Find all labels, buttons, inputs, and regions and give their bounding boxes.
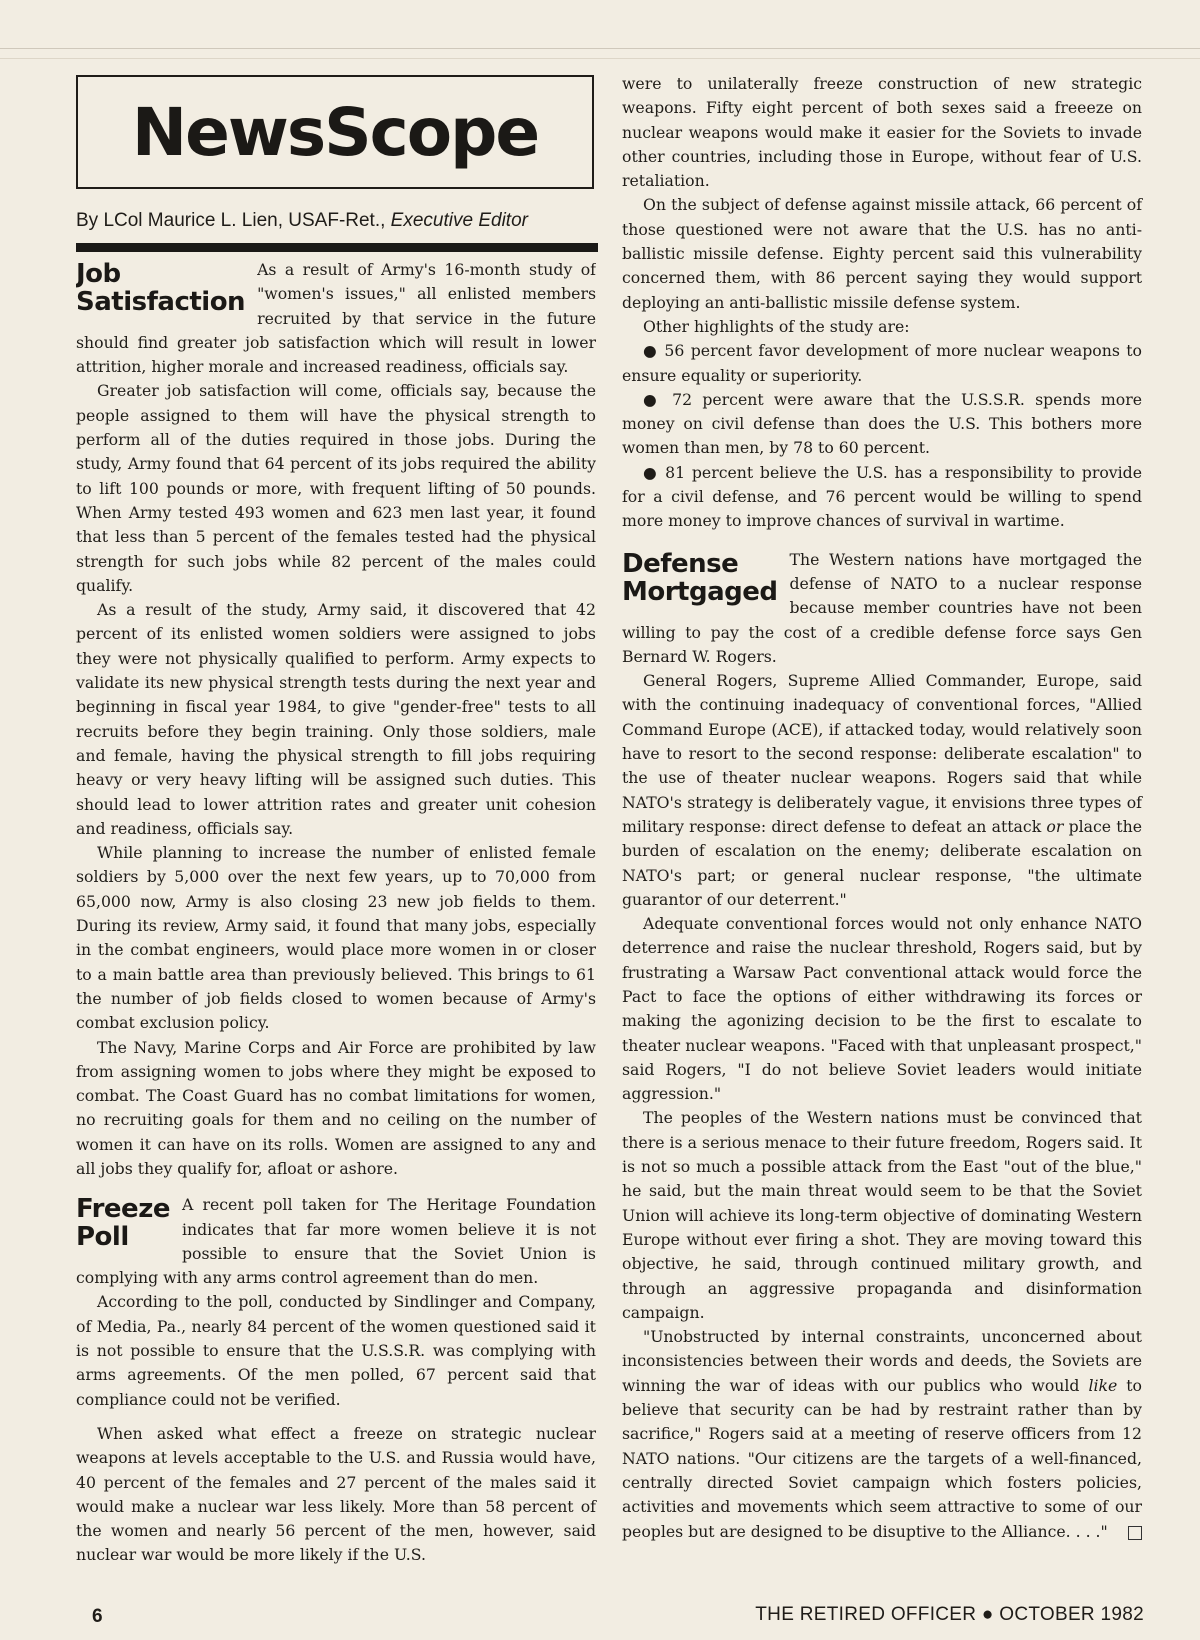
paragraph: A recent poll taken for The Heritage Foundation indicates that far more women believe it is not possible to ensure that the Soviet Union is complying with any arms control agreement than do men.	[76, 1195, 596, 1288]
paragraph: The Navy, Marine Corps and Air Force are prohibited by law from assigning women to jobs where they might be exposed to combat. The Coast Guard has no combat limitations for women, no recruiting goals for them and no ceiling on the number of women it can have on its rolls. Women are assigned to any and all jobs they qualify for, afloat or ashore.	[76, 1037, 596, 1178]
byline-role: Executive Editor	[390, 210, 528, 231]
paragraph: On the subject of defense against missile attack, 66 percent of those questioned were not aware that the U.S. has no anti-ballistic missile defense. Eighty percent said this vulnerability concerned them, with 86 percent saying they would support deploying an anti-ballistic missile defense system.	[622, 195, 1142, 312]
emphasis: or	[1046, 816, 1064, 836]
headline-freeze-poll	[76, 1195, 170, 1251]
text-run: "Unobstructed by internal constraints, unconcerned about inconsistencies between their words and deeds, the Soviets are winning the war of ideas with our publics who would	[622, 1327, 1142, 1395]
paragraph: Greater job satisfaction will come, officials say, because the people assigned to them will have the physical strength to perform all of the duties required in those jobs. During the study, Army found that 64 percent of its jobs required the ability to lift 100 pounds or more, with frequent lifting of 50 pounds. When Army tested 493 women and 623 men last year, it found that less than 5 percent of the females tested had the physical strength for such jobs while 82 percent of the males could qualify.	[76, 381, 596, 595]
article-defense-mortgaged	[622, 548, 1142, 669]
end-mark-icon	[1128, 1526, 1142, 1540]
headline-line-2: Satisfaction	[76, 287, 246, 317]
bullet-text: 56 percent favor development of more nuclear weapons to ensure equality or superiority.	[622, 341, 1142, 385]
paragraph: The Western nations have mortgaged the defense of NATO to a nuclear response because member countries have not been willing to pay the cost of a credible defense force says Gen Bernard W. Rogers.	[622, 549, 1142, 666]
top-rule-2	[0, 58, 1200, 59]
bullet-item: ● 81 percent believe the U.S. has a responsibility to provide for a civil defense, and 76 percent would be willing to spend more money to improve chances of survival in wartime.	[622, 462, 1142, 531]
article-freeze-poll	[76, 1193, 596, 1290]
left-column	[76, 258, 596, 1568]
paragraph: The peoples of the Western nations must be convinced that there is a serious menace to their future freedom, Rogers said. It is not so much a possible attack from the East "out of the blue," he said, but the main threat would seem to be that the Soviet Union will achieve its long-term objective of dominating Western Europe without ever firing a shot. They are moving toward this objective, he said, through continued military growth, and through an aggressive propaganda and disinformation campaign.	[622, 1108, 1142, 1322]
headline-line-2: Poll	[76, 1222, 129, 1253]
right-column	[622, 72, 1142, 1544]
headline-line-1: Freeze	[76, 1194, 170, 1225]
headline-line-1: Defense	[622, 548, 739, 579]
article-job-satisfaction	[76, 258, 596, 379]
bullet-item: ● 72 percent were aware that the U.S.S.R. spends more money on civil defense than does the U.S. This bothers more women than men, by 78 to 60 percent.	[622, 389, 1142, 458]
headline-line-1: Job	[76, 259, 121, 289]
paragraph: As a result of the study, Army said, it discovered that 42 percent of its enlisted women soldiers were assigned to jobs they were not physically qualified to perform. Army expects to validate its new physical strength tests during the next year and beginning in fiscal year 1984, to give "gender-free" tests to all recruits before they begin training. Only those soldiers, male and female, having the physical strength to fill jobs requiring heavy or very heavy lifting will be assigned such duties. This should lead to lower attrition rates and greater unit cohesion and readiness, officials say.	[76, 600, 596, 838]
byline	[76, 210, 596, 232]
byline-author: By LCol Maurice L. Lien, USAF-Ret.,	[76, 210, 391, 231]
page-number: 6	[92, 1606, 103, 1627]
headline-job-satisfaction	[76, 260, 245, 316]
paragraph	[622, 1325, 1142, 1544]
masthead-title: NewsScope	[131, 93, 539, 171]
paragraph: As a result of Army's 16-month study of "women's issues," all enlisted members recruited by that service in the future should find greater job satisfaction which will result in lower attrition, higher morale and increased readiness, officials say.	[76, 260, 596, 377]
emphasis: like	[1088, 1375, 1118, 1395]
section-rule	[76, 243, 598, 252]
paragraph: were to unilaterally freeze construction of new strategic weapons. Fifty eight percent of both sexes said a freeeze on nuclear weapons would make it easier for the Soviets to invade other countries, including those in Europe, without fear of U.S. retaliation.	[622, 74, 1142, 191]
headline-defense-mortgaged	[622, 550, 778, 606]
bullet-item: ● 56 percent favor development of more nuclear weapons to ensure equality or superiority.	[622, 341, 1142, 385]
paragraph: According to the poll, conducted by Sindlinger and Company, of Media, Pa., nearly 84 percent of the women questioned said it is not possible to ensure that the U.S.S.R. was complying with arms agreements. Of the men polled, 67 percent said that compliance could not be verified.	[76, 1292, 596, 1409]
paragraph: While planning to increase the number of enlisted female soldiers by 5,000 over the next few years, up to 70,000 from 65,000 now, Army is also closing 23 new job fields to them. During its review, Army said, it found that many jobs, especially in the combat engineers, would place more women in or closer to a main battle area than previously believed. This brings to 61 the number of job fields closed to women because of Army's combat exclusion policy.	[76, 843, 596, 1033]
paragraph	[622, 669, 1142, 912]
text-run: to believe that security can be had by restraint rather than by sacrifice," Rogers said at a meeting of reserve officers from 12 NATO nations. "Our citizens are the targets of a well-financed, centrally directed Soviet campaign which fosters policies, activities and movements which seem attractive to some of our peoples but are designed to be disuptive to the Alliance. . . ."	[622, 1375, 1142, 1541]
bullet-text: 81 percent believe the U.S. has a responsibility to provide for a civil defense, and 76 percent would be willing to spend more money to improve chances of survival in wartime.	[622, 462, 1142, 531]
paragraph: When asked what effect a freeze on strategic nuclear weapons at levels acceptable to the U.S. and Russia would have, 40 percent of the females and 27 percent of the males said it would make a nuclear war less likely. More than 58 percent of the women and nearly 56 percent of the men, however, said nuclear war would be more likely if the U.S.	[76, 1423, 596, 1565]
publication-footer: THE RETIRED OFFICER ● OCTOBER 1982	[755, 1604, 1144, 1625]
paragraph: Adequate conventional forces would not only enhance NATO deterrence and raise the nuclear threshold, Rogers said, but by frustrating a Warsaw Pact conventional attack would force the Pact to face the options of either withdrawing its forces or making the agonizing decision to be the first to escalate to theater nuclear weapons. "Faced with that unpleasant prospect," said Rogers, "I do not believe Soviet leaders would initiate aggression."	[622, 914, 1142, 1104]
text-run: General Rogers, Supreme Allied Commander, Europe, said with the continuing inadequacy of conventional forces, "Allied Command Europe (ACE), if attacked today, would relatively soon have to resort to the second response: deliberate escalation" to the use of theater nuclear weapons. Rogers said that while NATO's strategy is deliberately vague, it envisions three types of military response: direct defense to defeat an attack	[622, 671, 1142, 836]
headline-line-2: Mortgaged	[622, 576, 778, 607]
text-run: place the burden of escalation on the enemy; deliberate escalation on NATO's part; or general nuclear response, "the ultimate guarantor of our deterrent."	[622, 816, 1142, 909]
top-rule	[0, 48, 1200, 49]
masthead-box	[76, 75, 594, 189]
paragraph: Other highlights of the study are:	[643, 316, 910, 336]
bullet-text: 72 percent were aware that the U.S.S.R. spends more money on civil defense than does the U.S. This bothers more women than men, by 78 to 60 percent.	[622, 389, 1142, 458]
